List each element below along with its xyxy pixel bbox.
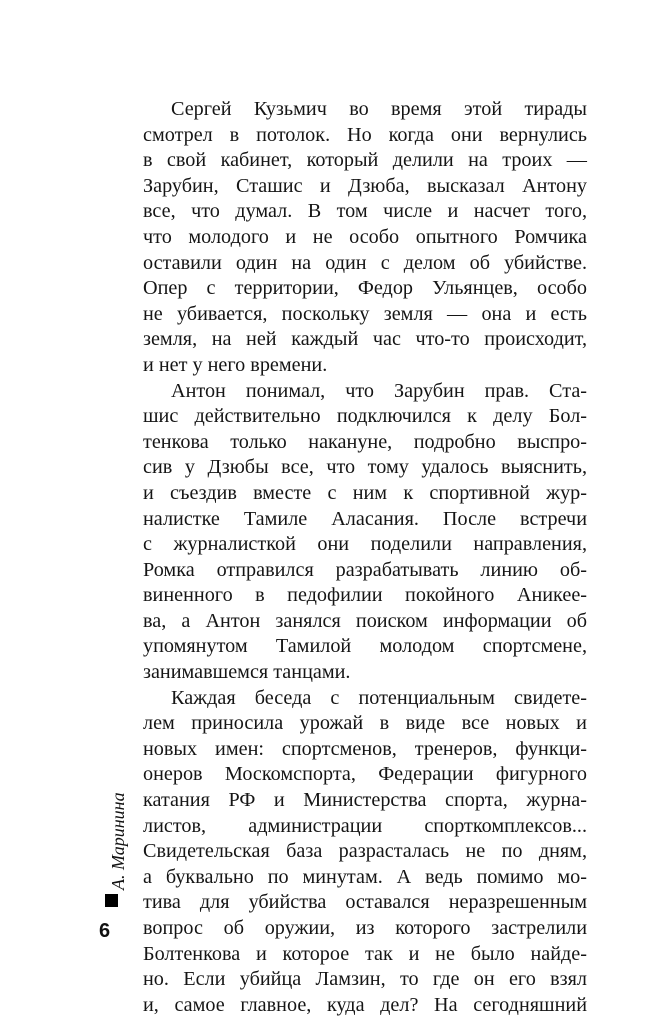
text-line: Болтенкова и которое так и не было найде- [143,942,587,965]
text-line: и нет у него времени. [143,353,328,376]
square-marker [105,894,118,907]
text-line: Антон понимал, что Зарубин прав. Ста- [171,379,587,402]
text-line: не убивается, поскольку земля — она и есть [143,302,587,325]
paragraph [143,379,587,686]
text-line: налистке Тамиле Аласания. После встречи [143,507,587,530]
text-line: ва, а Антон занялся поиском информации об [143,609,587,632]
text-line: оставили один на один с делом об убийстве. [143,251,587,274]
text-line: тенкова только накануне, подробно выспро- [143,430,587,453]
text-line: шис действительно подключился к делу Бол- [143,405,587,428]
text-line: а буквально по минутам. А ведь помимо мо- [143,865,587,888]
paragraph [143,686,587,1019]
text-line: Свидетельская база разрасталась не по дням, [143,840,587,863]
text-line: листов, администрации спорткомплексов... [143,814,587,837]
text-line: сив у Дзюбы все, что тому удалось выяснить, [143,456,587,479]
text-line: Ромка отправился разрабатывать линию об- [143,558,587,581]
text-line: занимавшемся танцами. [143,661,351,684]
text-line: Сергей Кузьмич во время этой тирады [171,98,587,120]
text-line: но. Если убийца Ламзин, то где он его взял [143,968,587,991]
text-line: в свой кабинет, который делили на троих — [143,149,587,172]
text-line: все, что думал. В том числе и насчет того, [143,200,587,223]
running-head [107,762,129,890]
text-line: земля, на ней каждый час что-то происходит, [143,328,587,351]
text-line: онеров Москомспорта, Федерации фигурного [143,763,587,786]
text-line: и, самое главное, куда дел? На сегодняшний [143,993,587,1016]
author-name: А. Маринина [108,792,128,890]
text-line: тива для убийства оставался неразрешенным [143,891,587,914]
paragraph [143,97,587,379]
text-line: смотрел в потолок. Но когда они вернулись [143,123,587,146]
text-line: лем приносила урожай в виде все новых и [143,712,587,735]
text-line: Опер с территории, Федор Ульянцев, особо [143,277,587,300]
text-line: упомянутом Тамилой молодом спортсмене, [143,635,587,658]
page-number: 6 [99,920,111,942]
body-text [143,97,587,1018]
text-line: катания РФ и Министерства спорта, журна- [143,789,587,812]
text-line: и съездив вместе с ним к спортивной жур- [143,481,587,504]
text-line: виненного в педофилии покойного Аникее- [143,584,587,607]
text-line: вопрос об оружии, из которого застрелили [143,917,587,939]
text-line: что молодого и не особо опытного Ромчика [143,225,587,248]
text-line: Зарубин, Сташис и Дзюба, высказал Антону [143,174,587,197]
text-line: Каждая беседа с потенциальным свидете- [171,686,587,709]
text-line: новых имен: спортсменов, тренеров, функци- [143,737,587,760]
text-line: с журналисткой они поделили направления, [143,533,587,556]
